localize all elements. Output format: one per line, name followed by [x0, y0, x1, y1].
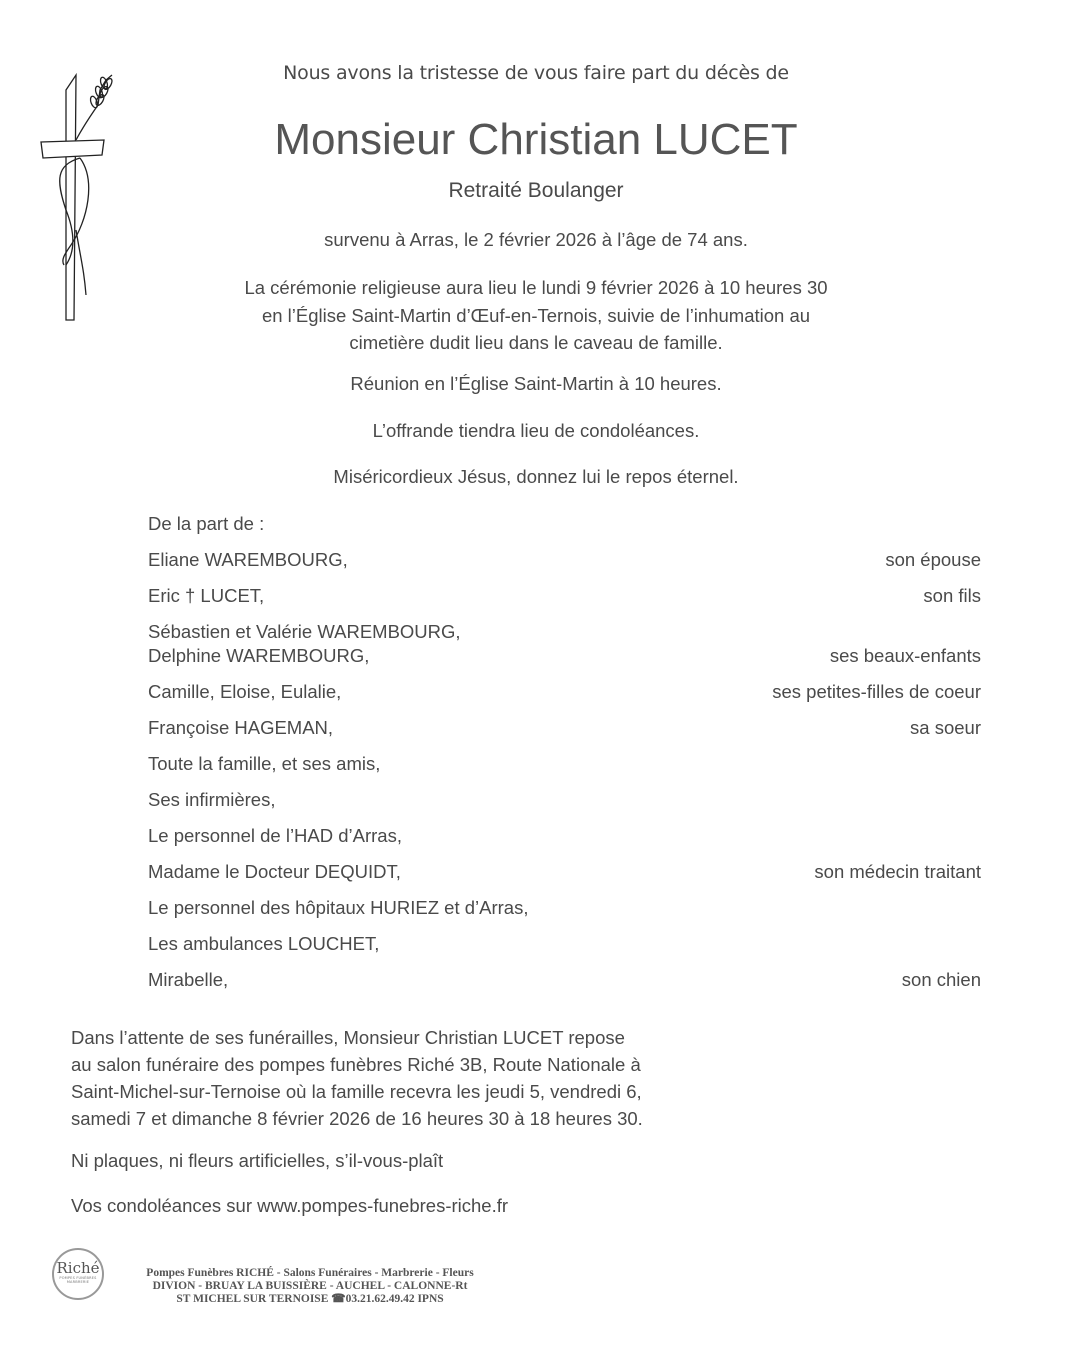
- visitation-info: [71, 1024, 771, 1132]
- ceremony-line: en l’Église Saint-Martin d’Œuf-en-Ternois, suivie de l’inhumation au: [261, 304, 811, 326]
- death-info: survenu à Arras, le 2 février 2026 à l’âge de 74 ans.: [324, 229, 748, 250]
- family-row: [148, 896, 981, 920]
- family-names: Camille, Eloise, Eulalie,: [148, 681, 342, 702]
- offering-info: L’offrande tiendra lieu de condoléances.: [372, 420, 700, 441]
- family-names: Eric † LUCET,: [148, 585, 265, 606]
- family-relation: sa soeur: [910, 717, 981, 738]
- footer-contact: [120, 1267, 500, 1306]
- logo-word: Riché: [56, 1259, 100, 1277]
- family-names: Madame le Docteur DEQUIDT,: [148, 861, 401, 882]
- family-names: Toute la famille, et ses amis,: [148, 753, 381, 774]
- visitation-line: Dans l’attente de ses funérailles, Monsieur Christian LUCET repose: [71, 1027, 625, 1048]
- family-names: Eliane WAREMBOURG,: [148, 549, 348, 570]
- family-row: [148, 620, 981, 668]
- family-relation: son épouse: [885, 549, 981, 570]
- ceremony-line: La cérémonie religieuse aura lieu le lundi 9 février 2026 à 10 heures 30: [244, 277, 828, 298]
- family-relation: son fils: [923, 585, 981, 606]
- family-row: [148, 860, 981, 884]
- family-names: Les ambulances LOUCHET,: [148, 933, 380, 954]
- deceased-name: Monsieur Christian LUCET: [274, 115, 798, 164]
- profession: Retraité Boulanger: [448, 179, 624, 202]
- footer-line: ST MICHEL SUR TERNOISE ☎03.21.62.49.42 IPNS: [176, 1293, 444, 1305]
- from-label: De la part de :: [148, 513, 265, 534]
- family-names: Mirabelle,: [148, 969, 229, 990]
- family-relation: ses petites-filles de coeur: [772, 681, 981, 702]
- family-relation: son chien: [901, 969, 981, 990]
- family-row: [148, 584, 981, 608]
- ceremony-line: cimetière dudit lieu dans le caveau de famille.: [349, 332, 723, 353]
- family-names: Le personnel de l’HAD d’Arras,: [148, 825, 402, 846]
- reunion-info: Réunion en l’Église Saint-Martin à 10 heures.: [350, 373, 722, 394]
- family-row: [148, 716, 981, 740]
- family-relation: son médecin traitant: [814, 861, 981, 882]
- footer-line: Pompes Funèbres RICHÉ - Salons Funéraires - Marbrerie - Fleurs: [146, 1267, 474, 1279]
- family-row: [148, 752, 981, 776]
- footer-line: DIVION - BRUAY LA BUISSIÈRE - AUCHEL - CALONNE-Rt: [152, 1280, 468, 1292]
- ceremony-info: [0, 274, 1072, 357]
- family-list: [148, 512, 981, 1004]
- intro-text: Nous avons la tristesse de vous faire part du décès de: [283, 62, 789, 84]
- family-names: Françoise HAGEMAN,: [148, 717, 334, 738]
- family-row: [148, 968, 981, 992]
- family-row: [148, 680, 981, 704]
- prayer-text: Miséricordieux Jésus, donnez lui le repos éternel.: [333, 466, 739, 487]
- family-row: [148, 824, 981, 848]
- family-names: Le personnel des hôpitaux HURIEZ et d’Arras,: [148, 897, 529, 918]
- family-row: [148, 548, 981, 572]
- visitation-line: au salon funéraire des pompes funèbres Riché 3B, Route Nationale à: [71, 1054, 641, 1075]
- logo-sub: POMPES FUNÈBRES: [59, 1276, 97, 1280]
- riche-logo: [52, 1248, 104, 1300]
- visitation-line: Saint-Michel-sur-Ternoise où la famille recevra les jeudi 5, vendredi 6,: [71, 1081, 642, 1102]
- no-plaques-note: Ni plaques, ni fleurs artificielles, s’il-vous-plaît: [71, 1150, 444, 1171]
- family-relation: ses beaux-enfants: [829, 645, 981, 666]
- visitation-line: samedi 7 et dimanche 8 février 2026 de 16 heures 30 à 18 heures 30.: [71, 1108, 643, 1129]
- logo-sub: MARBRERIE: [66, 1280, 90, 1284]
- family-names: Sébastien et Valérie WAREMBOURG, Delphine WAREMBOURG,: [148, 621, 461, 666]
- family-row: [148, 788, 981, 812]
- family-names: Ses infirmières,: [148, 789, 276, 810]
- condolences-link[interactable]: Vos condoléances sur www.pompes-funebres-riche.fr: [71, 1195, 509, 1216]
- family-row: [148, 932, 981, 956]
